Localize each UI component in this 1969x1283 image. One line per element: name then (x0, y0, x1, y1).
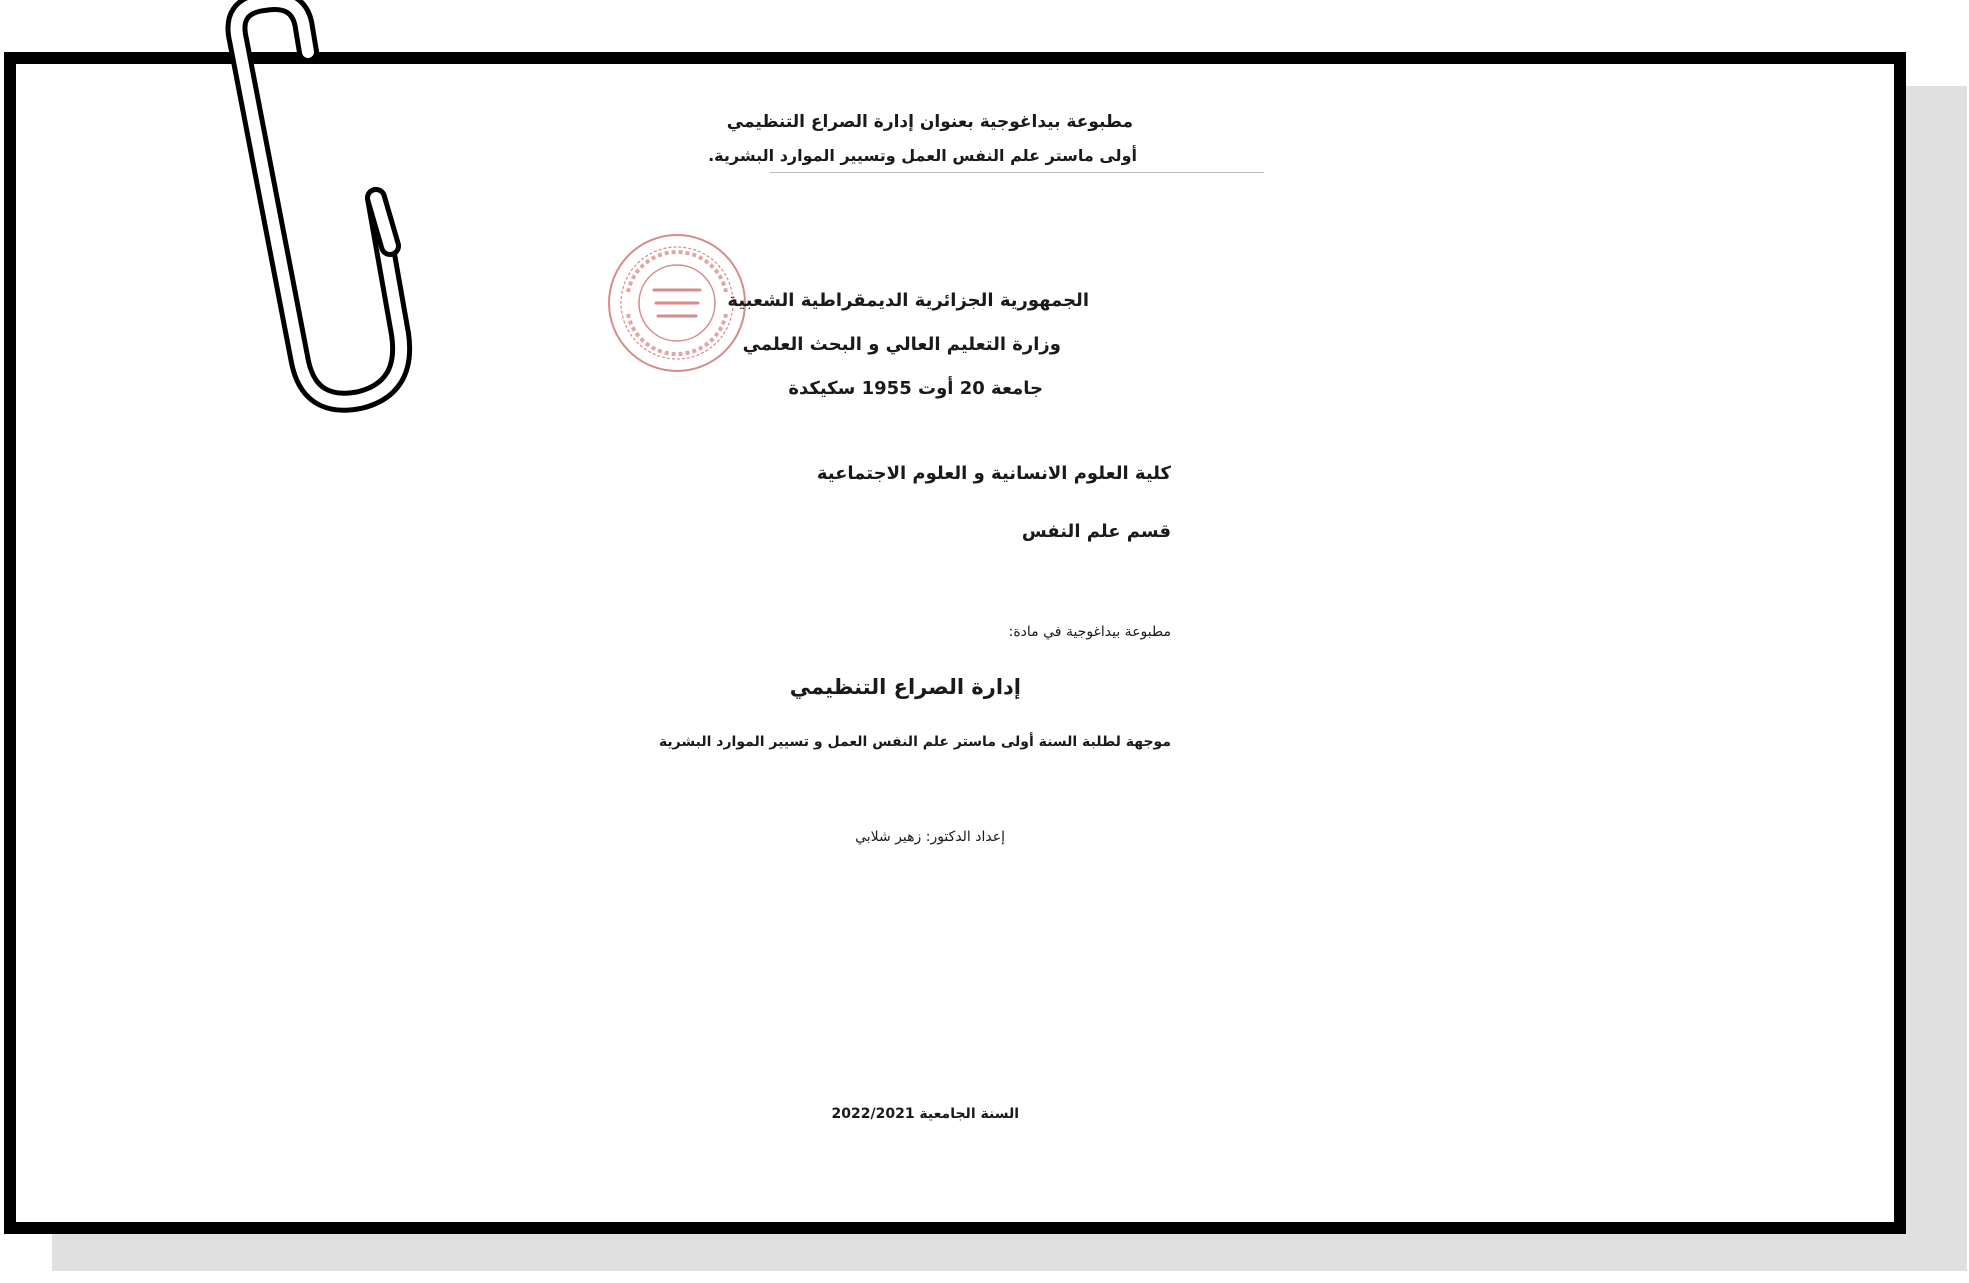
header-line-2: أولى ماستر علم النفس العمل وتسيير الموارد البشرية. (708, 146, 1137, 165)
header-divider (770, 172, 1264, 173)
faculty-name: كلية العلوم الانسانية و العلوم الاجتماعية (816, 463, 1171, 484)
audience-line: موجهة لطلبة السنة أولى ماستر علم النفس العمل و تسيير الموارد البشرية (658, 734, 1171, 750)
paperclip-icon (218, 0, 458, 512)
country-name: الجمهورية الجزائرية الديمقراطية الشعبية (727, 290, 1089, 311)
subject-title: إدارة الصراع التنظيمي (789, 675, 1021, 699)
subject-intro: مطبوعة بيداغوجية في مادة: (1008, 624, 1171, 640)
header-line-1: مطبوعة بيداغوجية بعنوان إدارة الصراع التنظيمي (726, 112, 1133, 132)
author-line: إعداد الدكتور: زهير شلابي (855, 829, 1005, 845)
university-name: جامعة 20 أوت 1955 سكيكدة (788, 378, 1043, 399)
academic-year: السنة الجامعية 2022/2021 (831, 1106, 1019, 1122)
department-name: قسم علم النفس (1021, 521, 1171, 542)
ministry-name: وزارة التعليم العالي و البحث العلمي (742, 334, 1061, 355)
